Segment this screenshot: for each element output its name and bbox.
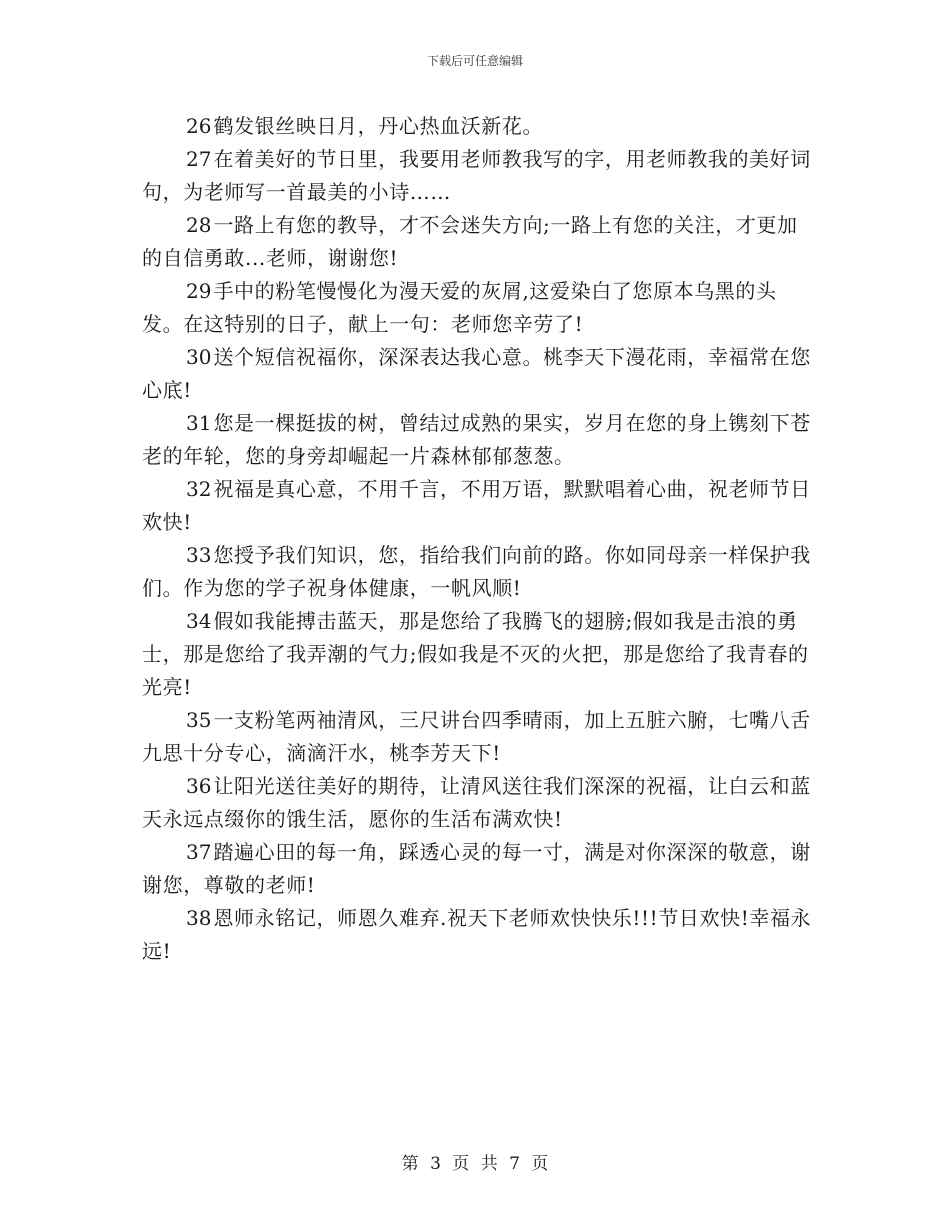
page-number: 第 3 页 共 7 页 — [401, 1154, 549, 1174]
entry-text: 在着美好的节日里，我要用老师教我写的字，用老师教我的美好词句，为老师写一首最美的小诗…… — [142, 147, 811, 204]
entry-number: 27 — [186, 147, 212, 171]
entry-text: 假如我能搏击蓝天，那是您给了我腾飞的翅膀;假如我是击浪的勇士，那是您给了我弄潮的气力;假如我是不灭的火把，那是您给了我青春的光亮! — [142, 609, 809, 699]
list-item — [142, 770, 814, 836]
entry-number: 28 — [186, 213, 212, 237]
list-item — [142, 704, 814, 770]
entry-number: 33 — [186, 543, 212, 567]
entry-number: 34 — [186, 609, 212, 633]
entry-number: 30 — [186, 345, 212, 369]
entry-text: 恩师永铭记，师恩久难弃.祝天下老师欢快快乐!!!节日欢快!幸福永远! — [142, 906, 812, 963]
list-item — [142, 605, 814, 704]
entry-number: 31 — [186, 411, 212, 435]
page-header-note: 下载后可任意编辑 — [426, 54, 523, 68]
list-item — [142, 836, 814, 902]
entry-text: 祝福是真心意，不用千言，不用万语，默默唱着心曲，祝老师节日欢快! — [142, 477, 811, 534]
list-item — [142, 110, 814, 143]
entry-text: 手中的粉笔慢慢化为漫天爱的灰屑,这爱染白了您原本乌黑的头发。在这特别的日子，献上一句：老师您辛劳了! — [142, 279, 777, 336]
list-item — [142, 275, 814, 341]
list-item — [142, 341, 814, 407]
entry-number: 29 — [186, 279, 212, 303]
entry-text: 让阳光送往美好的期待，让清风送往我们深深的祝福，让白云和蓝天永远点缀你的饿生活，愿你的生活布满欢快! — [142, 774, 811, 831]
entry-text: 踏遍心田的每一角，踩透心灵的每一寸，满是对你深深的敬意，谢谢您，尊敬的老师! — [142, 840, 811, 897]
entry-text: 一路上有您的教导，才不会迷失方向;一路上有您的关注，才更加的自信勇敢...老师，谢谢您! — [142, 213, 798, 270]
entry-text: 一支粉笔两袖清风，三尺讲台四季晴雨，加上五脏六腑，七嘴八舌九思十分专心，滴滴汗水，桃李芳天下! — [142, 708, 811, 765]
entry-number: 26 — [186, 114, 212, 138]
document-body — [142, 110, 814, 968]
entry-text: 送个短信祝福你，深深表达我心意。桃李天下漫花雨，幸福常在您心底! — [142, 345, 811, 402]
entry-number: 32 — [186, 477, 212, 501]
list-item — [142, 473, 814, 539]
list-item — [142, 209, 814, 275]
list-item — [142, 407, 814, 473]
list-item — [142, 902, 814, 968]
entry-text: 鹤发银丝映日月，丹心热血沃新花。 — [213, 114, 544, 138]
entry-number: 37 — [186, 840, 212, 864]
entry-number: 38 — [186, 906, 212, 930]
entry-number: 36 — [186, 774, 212, 798]
list-item — [142, 539, 814, 605]
entry-text: 您授予我们知识，您，指给我们向前的路。你如同母亲一样保护我们。作为您的学子祝身体健康，一帆风顺! — [142, 543, 811, 600]
list-item — [142, 143, 814, 209]
entry-text: 您是一棵挺拔的树，曾结过成熟的果实，岁月在您的身上镌刻下苍老的年轮，您的身旁却崛起一片森林郁郁葱葱。 — [142, 411, 811, 468]
entry-number: 35 — [186, 708, 212, 732]
